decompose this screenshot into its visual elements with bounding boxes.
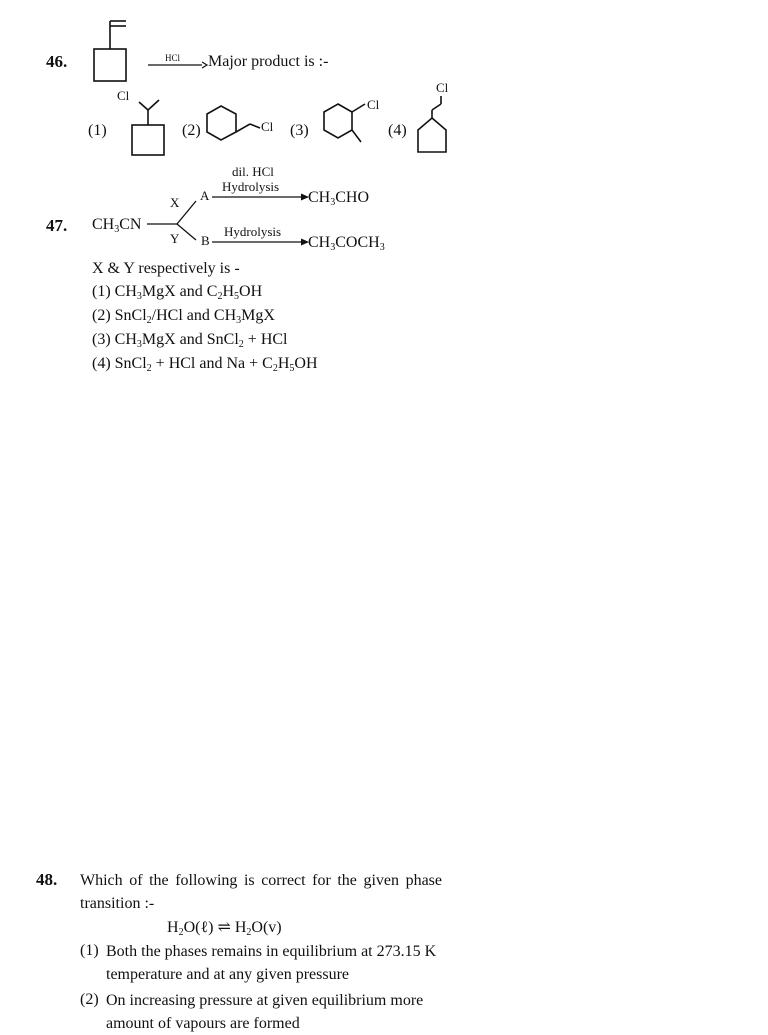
option-text-48-2: On increasing pressure at given equilibrium more amount of vapours are formed (106, 992, 424, 1032)
option-47-2: (2) SnCl$_2$/HCl and $CH_3MgX$ (92, 307, 275, 326)
top-reaction-arrow (212, 192, 312, 204)
option-47-4: (4) SnCl$_2$ + HCl and $Na + C_2H_5OH$ (92, 355, 318, 374)
option-label-48-1: (1) (80, 942, 99, 959)
option-atom-46-4: Cl (436, 80, 449, 95)
option-atom-46-3: Cl (367, 97, 380, 112)
branch-x-label: X (170, 195, 180, 210)
branch-y-label: Y (170, 231, 180, 246)
question-number-48: 48. (36, 870, 58, 889)
option-label-46-4: (4) (388, 122, 407, 139)
intermediate-a-label: A (200, 188, 210, 203)
option-atom-46-2: Cl (261, 119, 274, 134)
top-reagent-line2: Hydrolysis (222, 179, 280, 194)
bottom-reaction-arrow (212, 237, 312, 249)
intermediate-b-label: B (201, 233, 210, 248)
option-47-1: (1) $CH_3MgX$ and $C_2H_5OH$ (92, 283, 263, 302)
option-label-46-1: (1) (88, 122, 107, 139)
option-structure-46-1 (125, 85, 175, 160)
option-atom-46-1: Cl (117, 88, 130, 103)
option-47-3: (3) $CH_3MgX$ and SnCl$_2$ + HCl (92, 331, 288, 350)
option-label-46-3: (3) (290, 122, 309, 139)
question-prompt-46: Major product is :- (208, 53, 329, 70)
question-text-48: Which of the following is correct for the given phase transition :- (80, 872, 442, 912)
product-top-47: $CH_3CHO$ (308, 189, 370, 208)
top-reagent-line1: dil. HCl (232, 164, 274, 179)
bottom-reagent: Hydrolysis (224, 224, 282, 239)
option-text-48-1: Both the phases remains in equilibrium at 273.15 K temperature and at any given pressure (106, 943, 437, 983)
option-label-46-2: (2) (182, 122, 201, 139)
reactant-structure-46 (88, 14, 138, 84)
equation-48: $H_2O(\ell)$ ⇌ $H_2O(v)$ (167, 919, 282, 938)
question-number-46: 46. (46, 52, 68, 71)
question-text-47: X & Y respectively is - (92, 260, 240, 277)
reactant-formula-47: $CH_3CN$ (92, 216, 142, 235)
option-structure-46-4 (412, 94, 462, 164)
option-label-48-2: (2) (80, 991, 99, 1008)
reaction-arrow-46 (148, 60, 208, 72)
reagent-label-46: HCl (165, 53, 181, 63)
product-bottom-47: $CH_3COCH_3$ (308, 234, 385, 253)
question-number-47: 47. (46, 216, 68, 235)
